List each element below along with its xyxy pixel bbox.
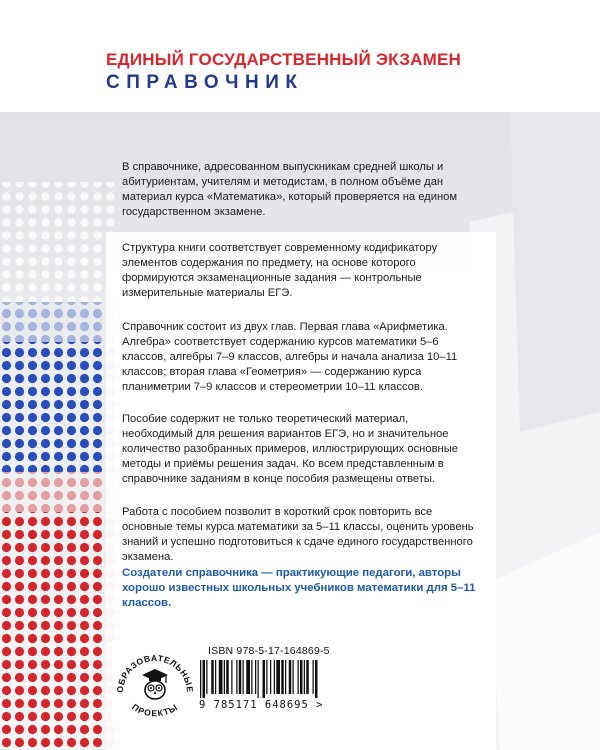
barcode-stripe <box>258 660 259 698</box>
paragraph-4: Пособие содержит не только теоретический материал, необходимый для решения вариантов ЕГЭ, но и значительное количество разобранных примеров, иллюстрирующих основные методы и приёмы решения задач. Ко всем представленным в справочнике заданиям в конце пособия размещены ответы. <box>122 413 458 485</box>
light-panel-2 <box>510 112 600 432</box>
barcode-stripe <box>231 660 232 694</box>
svg-text:ПРОЕКТЫ <box>130 702 180 719</box>
dots-red-light <box>0 472 120 512</box>
dots-blue <box>0 342 120 472</box>
barcode-stripe <box>251 660 252 694</box>
header <box>0 0 600 110</box>
barcode-stripe <box>239 660 242 694</box>
paragraph-5: Работа с пособием позволит в короткий срок повторить все основные темы курса математики за 5–11 классы, оценить уровень знаний и успешно подготовиться к сдаче единого государственного экзамена. <box>122 506 474 563</box>
barcode-stripe <box>246 660 250 694</box>
isbn-text: ISBN 978-5-17-164869-5 <box>208 645 330 657</box>
barcode-bars <box>198 660 374 698</box>
barcode-stripe <box>226 660 229 694</box>
dots-blue-light <box>0 302 120 342</box>
authors-highlight: Создатели справочника — практикующие педагоги, авторы хорошо известных школьных учебников математики для 5–11 классов. <box>122 567 476 609</box>
barcode-stripe <box>211 660 214 694</box>
barcode-stripe <box>313 660 314 694</box>
barcode-stripe <box>276 660 280 694</box>
barcode-stripe <box>270 660 271 694</box>
barcode-stripe <box>274 660 275 694</box>
dots-red <box>0 512 120 750</box>
logo-text-bottom: ПРОЕКТЫ <box>130 701 180 719</box>
barcode-stripe <box>281 660 284 694</box>
barcode-stripe <box>304 660 305 694</box>
barcode-stripe <box>298 660 299 694</box>
barcode-stripe <box>243 660 244 694</box>
series-title: ЕДИНЫЙ ГОСУДАРСТВЕННЫЙ ЭКЗАМЕН <box>106 50 462 69</box>
paragraph-2: Структура книги соответствует современному кодификатору элементов содержания по предмету, на основе которого формируются экзаменационные задания — контрольные измерительные материалы ЕГЭ. <box>122 242 438 299</box>
logo-text-top: ОБРАЗОВАТЕЛЬНЫЕ <box>114 652 196 694</box>
barcode-stripe <box>315 660 318 698</box>
barcode-stripe <box>293 660 294 694</box>
barcode-stripe <box>206 660 207 694</box>
barcode-stripe <box>200 660 201 698</box>
paragraph-3: Справочник состоит из двух глав. Первая глава «Арифметика. Алгебра» соответствует содержанию курсов математики 5–6 классов, алгебры 7–9 классов, алгебры и начала анализа 10–11 классов; вторая глава «Геометрия» — содержанию курса планиметрии 7–9 классов и стереометрии 10–11 классов. <box>122 321 458 393</box>
barcode-stripe <box>300 660 303 694</box>
barcode-stripe <box>289 660 292 694</box>
barcode-stripe <box>224 660 225 694</box>
barcode-stripe <box>255 660 256 694</box>
barcode-stripe <box>266 660 267 694</box>
publisher-logo <box>114 643 196 721</box>
paragraph-1: В справочнике, адресованном выпускникам средней школы и абитуриентам, учителям и методистам, в полном объёме дан материал курса «Математика», который проверяется на едином государственном экзамене. <box>122 161 458 218</box>
dots-white <box>0 182 120 302</box>
barcode-stripe <box>263 660 266 698</box>
barcode-stripe <box>219 660 223 694</box>
barcode-stripe <box>306 660 309 694</box>
barcode-stripe <box>236 660 237 694</box>
barcode-stripe <box>215 660 216 694</box>
barcode-stripe <box>285 660 286 694</box>
owl-graduate-icon <box>142 669 168 699</box>
barcode-number: 9 785171 648695 > <box>199 699 324 711</box>
barcode-stripe <box>203 660 206 698</box>
book-subtitle: СПРАВОЧНИК <box>106 72 304 93</box>
